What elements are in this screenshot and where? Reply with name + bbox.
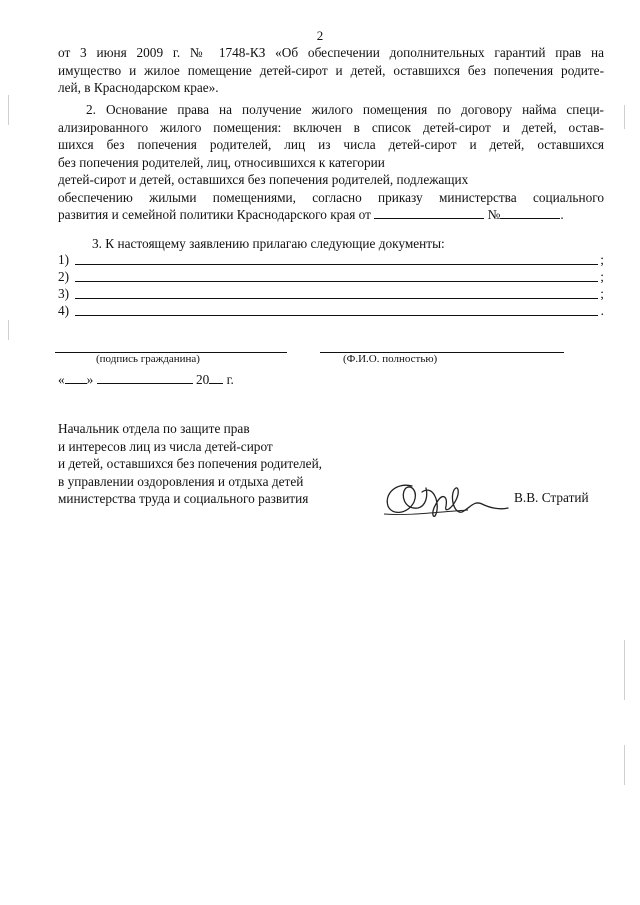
order-number-sign: № xyxy=(487,207,501,222)
document-blank-line[interactable] xyxy=(75,281,598,282)
document-number: 2) xyxy=(58,269,70,284)
text-line: лей, в Краснодарском крае». xyxy=(58,80,219,95)
document-blank-line[interactable] xyxy=(75,264,598,265)
text-line: ализированного жилого помещения: включен в список детей-сирот и детей, остав- xyxy=(58,119,604,135)
year-blank[interactable] xyxy=(209,371,223,384)
handwritten-signature xyxy=(378,474,510,524)
text-line: шихся без попечения родителей, лиц из числа детей-сирот и детей, оставшихся xyxy=(58,137,604,152)
signatory-position xyxy=(58,420,322,508)
order-date-blank[interactable] xyxy=(374,206,484,219)
signatory-line: в управлении оздоровления и отдыха детей xyxy=(58,473,304,489)
document-number: 3) xyxy=(58,286,70,301)
paragraph-housing-basis xyxy=(58,101,604,224)
document-end: . xyxy=(600,303,604,318)
document-end: ; xyxy=(600,286,604,301)
full-name-caption: (Ф.И.О. полностью) xyxy=(343,353,438,365)
text-line: имущество и жилое помещение детей-сирот и детей, оставшихся без попечения родите- xyxy=(58,62,604,78)
day-blank[interactable] xyxy=(65,371,87,384)
month-blank[interactable] xyxy=(97,371,193,384)
document-row-4[interactable] xyxy=(58,303,604,320)
year-suffix: г. xyxy=(223,372,234,387)
year-prefix: 20 xyxy=(195,372,210,387)
document-end: ; xyxy=(600,269,604,284)
signatory-name: В.В. Стратий xyxy=(514,490,589,505)
page-number: 2 xyxy=(316,28,324,43)
scan-mark xyxy=(624,105,625,129)
text-line: обеспечению жилыми помещениями, согласно приказу министерства социального xyxy=(58,189,604,205)
signature-caption: (подпись гражданина) xyxy=(96,353,200,365)
text-line: детей-сирот и детей, оставшихся без попечения родителей, подлежащих xyxy=(58,172,469,187)
paragraph-law-reference xyxy=(58,44,604,97)
document-blank-line[interactable] xyxy=(75,298,598,299)
text-line: 2. Основание права на получение жилого помещения по договору найма специ- xyxy=(86,102,604,117)
signatory-line: Начальник отдела по защите прав xyxy=(58,421,250,436)
text-line: от 3 июня 2009 г. № 1748-КЗ «Об обеспечении дополнительных гарантий прав на xyxy=(58,45,604,60)
document-row-1[interactable] xyxy=(58,252,604,269)
document-row-2[interactable] xyxy=(58,269,604,286)
document-number: 1) xyxy=(58,252,70,267)
document-end: ; xyxy=(600,252,604,267)
scan-mark xyxy=(8,95,9,125)
signatory-line: министерства труда и социального развития xyxy=(58,491,309,506)
date-line xyxy=(58,371,234,388)
date-open-quote: « xyxy=(58,372,65,387)
scan-mark xyxy=(624,640,625,700)
document-number: 4) xyxy=(58,303,70,318)
order-line-prefix: развития и семейной политики Краснодарского края от xyxy=(58,207,371,222)
order-number-blank[interactable] xyxy=(500,206,560,219)
paragraph-attachments-intro xyxy=(58,235,604,253)
document-row-3[interactable] xyxy=(58,286,604,303)
date-close-quote: » xyxy=(86,372,94,387)
document-blank-line[interactable] xyxy=(75,315,598,316)
scan-mark xyxy=(624,745,625,785)
order-reference-line xyxy=(58,206,604,224)
text-line: без попечения родителей, лиц, относившихся к категории xyxy=(58,154,385,170)
order-line-end: . xyxy=(560,207,564,222)
signatory-line: и детей, оставшихся без попечения родителей, xyxy=(58,456,323,471)
signatory-line: и интересов лиц из числа детей-сирот xyxy=(58,438,273,454)
text-line: 3. К настоящему заявлению прилагаю следующие документы: xyxy=(92,236,445,251)
scan-mark xyxy=(8,320,9,340)
